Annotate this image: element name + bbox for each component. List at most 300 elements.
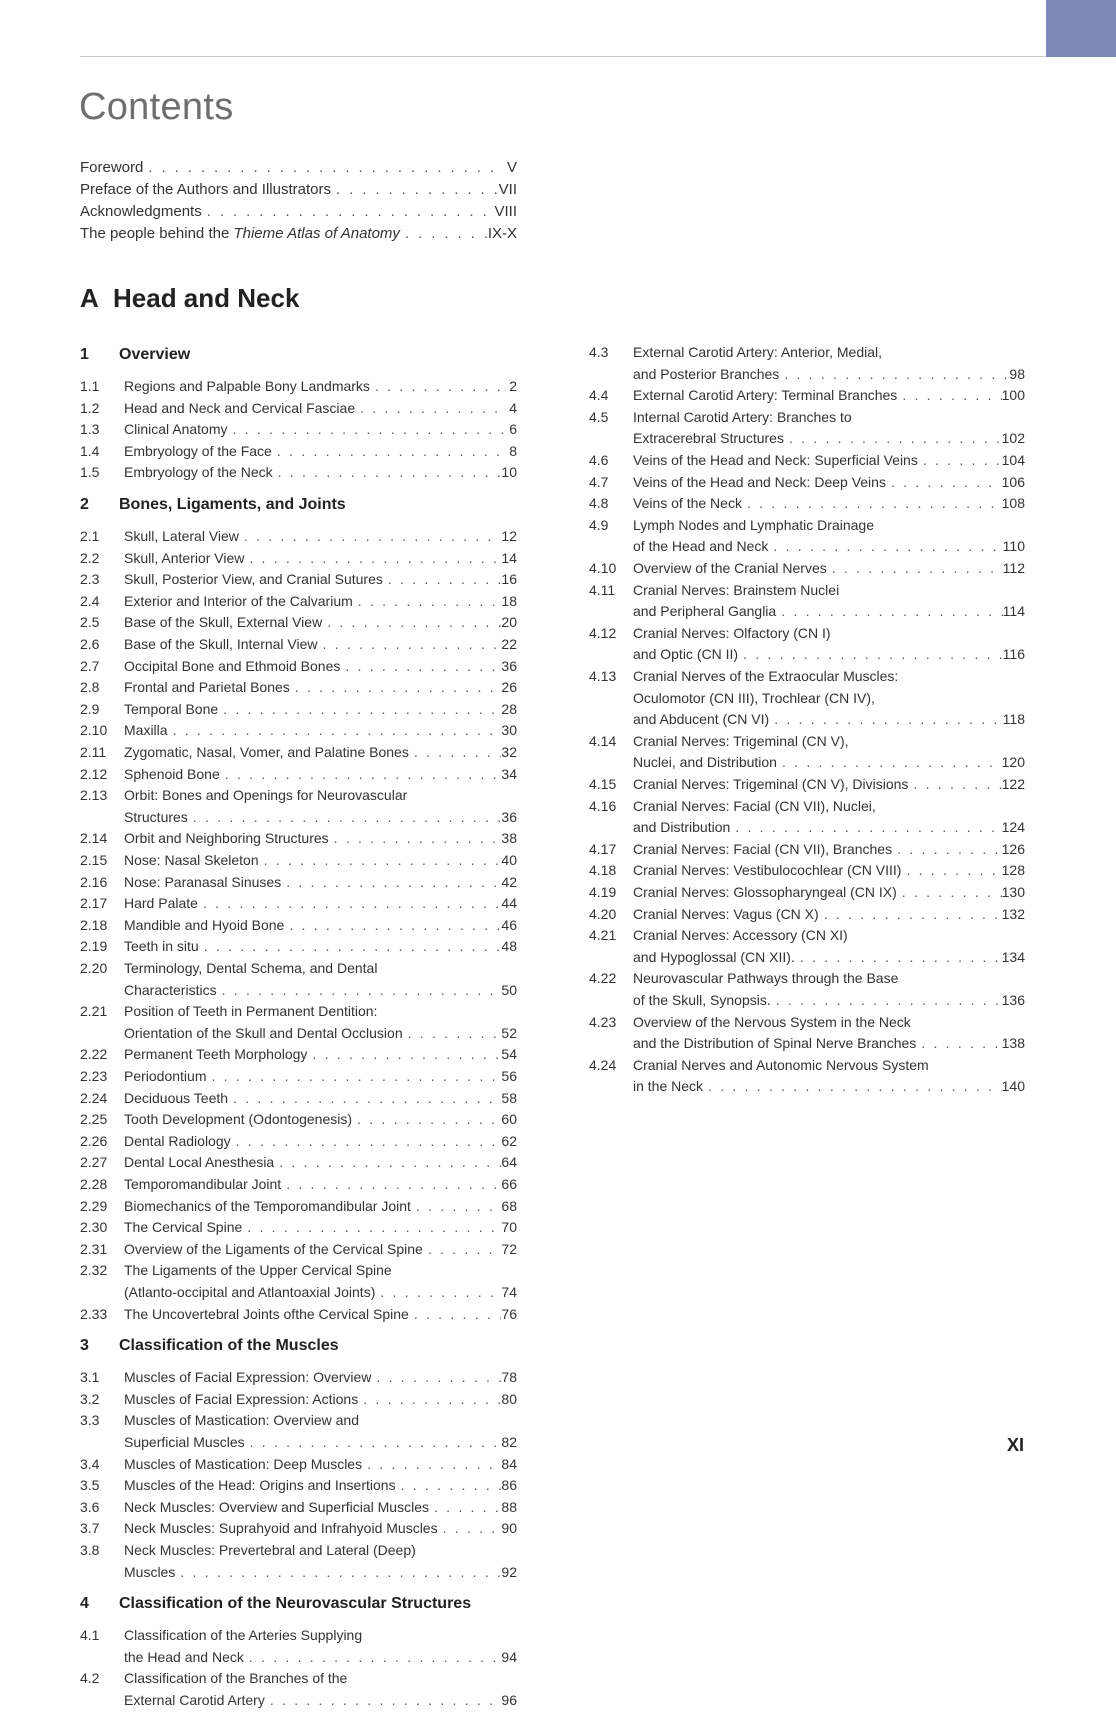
entry-body — [124, 1434, 517, 1450]
entry-body — [124, 528, 517, 544]
toc-entry-line — [80, 917, 517, 938]
section-number: 3 — [80, 1337, 89, 1355]
front-matter-entry — [80, 203, 517, 225]
leader-dots — [897, 884, 1002, 900]
leader-dots — [375, 1284, 501, 1300]
toc-entry-line — [589, 862, 1025, 883]
leader-dots — [220, 766, 502, 782]
entry-number: 4.19 — [589, 884, 617, 900]
entry-title: External Carotid Artery — [124, 1692, 265, 1708]
part-heading — [80, 283, 299, 314]
leader-dots — [409, 744, 502, 760]
entry-title: Mandible and Hyoid Bone — [124, 916, 285, 933]
toc-entry-line — [80, 895, 517, 916]
entry-body — [124, 614, 517, 630]
entry-page: 26 — [501, 679, 517, 696]
entry-body — [124, 830, 517, 846]
entry-body — [124, 571, 517, 587]
leader-dots — [245, 1434, 502, 1450]
entry-body — [124, 852, 517, 868]
entry-page: 128 — [1001, 862, 1025, 879]
entry-body — [633, 1057, 1025, 1073]
entry-title: Muscles — [124, 1563, 176, 1580]
entry-page: V — [506, 159, 517, 176]
entry-body — [124, 938, 517, 954]
entry-page: 76 — [501, 1305, 517, 1322]
entry-number: 3.2 — [80, 1390, 100, 1407]
toc-entry-line — [80, 400, 517, 421]
toc-entry-line — [80, 1369, 517, 1390]
leader-dots — [784, 430, 1002, 446]
entry-page: 132 — [1001, 905, 1025, 922]
entry-body — [633, 582, 1025, 598]
toc-entry-line — [589, 906, 1025, 927]
section-heading — [80, 1595, 517, 1613]
entry-number: 4.17 — [589, 840, 617, 857]
leader-dots — [776, 603, 1002, 619]
toc-entry-line — [80, 701, 517, 722]
entry-body — [124, 1520, 517, 1536]
entry-title: Biomechanics of the Temporomandibular Joint — [124, 1197, 411, 1214]
entry-number: 2.33 — [80, 1305, 108, 1322]
part-letter: A — [80, 283, 99, 313]
entry-title: Cranial Nerves: Olfactory (CN I) — [633, 624, 831, 641]
toc-entry-line — [80, 960, 517, 981]
entry-number: 2.24 — [80, 1089, 108, 1106]
entry-title: Embryology of the Neck — [124, 464, 273, 481]
entry-title: Skull, Lateral View — [124, 528, 239, 544]
entry-title: and Peripheral Ganglia — [633, 603, 777, 620]
front-matter-entry — [80, 225, 517, 247]
entry-page: 106 — [1001, 473, 1025, 490]
entry-page: 60 — [501, 1111, 517, 1128]
leader-dots — [290, 679, 502, 695]
toc-entry-line — [80, 1176, 517, 1197]
entry-page: 48 — [501, 938, 517, 955]
entry-body — [124, 400, 517, 416]
entry-title: Zygomatic, Nasal, Vomer, and Palatine Bones — [124, 744, 409, 760]
entry-title: Clinical Anatomy — [124, 421, 228, 438]
entry-number: 2.28 — [80, 1176, 108, 1192]
entry-body — [80, 225, 517, 242]
entry-body — [80, 181, 517, 198]
toc-entry-line — [80, 1692, 517, 1713]
entry-body — [124, 464, 517, 480]
leader-dots — [908, 776, 1001, 792]
leader-dots — [353, 593, 502, 609]
leader-dots — [168, 722, 502, 738]
entry-page: 44 — [501, 895, 517, 912]
entry-body — [633, 754, 1025, 770]
entry-body — [124, 679, 517, 695]
toc-entry-line — [80, 744, 517, 765]
entry-number: 2.6 — [80, 636, 100, 652]
entry-number: 2.8 — [80, 679, 100, 696]
entry-page: 130 — [1001, 884, 1025, 900]
entry-body — [633, 668, 1025, 684]
entry-body — [80, 203, 517, 220]
entry-title: Neck Muscles: Prevertebral and Lateral (Deep) — [124, 1542, 416, 1558]
entry-body — [124, 1003, 517, 1019]
entry-number: 2.26 — [80, 1132, 108, 1149]
entry-page: VIII — [494, 203, 517, 220]
entry-title: Cranial Nerves of the Extraocular Muscles: — [633, 668, 899, 684]
entry-body — [124, 421, 517, 437]
entry-body — [124, 1649, 517, 1665]
entry-page: 68 — [501, 1197, 517, 1214]
entry-body — [124, 1542, 517, 1558]
entry-body — [633, 646, 1025, 662]
entry-page: 118 — [1002, 711, 1025, 728]
leader-dots — [329, 830, 502, 846]
entry-title: Muscles of Mastication: Overview and — [124, 1412, 359, 1429]
entry-page: 36 — [501, 657, 517, 674]
entry-page: 92 — [501, 1563, 517, 1580]
leader-dots — [199, 938, 502, 954]
leader-dots — [370, 378, 503, 394]
toc-entry-line — [80, 982, 517, 1003]
toc-entry-line — [80, 722, 517, 743]
entry-body — [633, 798, 1025, 814]
toc-entry-line — [80, 1499, 517, 1520]
entry-title: Temporal Bone — [124, 700, 219, 717]
entry-page: 34 — [501, 765, 517, 782]
toc-entry-line — [589, 798, 1025, 819]
toc-entry-line — [589, 690, 1025, 711]
toc-entry-line — [80, 1198, 517, 1219]
entry-number: 2.22 — [80, 1046, 108, 1063]
toc-entry-line — [589, 668, 1025, 689]
entry-body — [124, 787, 517, 803]
leader-dots — [202, 203, 495, 220]
entry-title: in the Neck — [633, 1078, 704, 1095]
entry-page: VII — [498, 181, 517, 198]
entry-number: 2.11 — [80, 744, 107, 760]
section-number: 2 — [80, 496, 89, 513]
toc-entry-line — [80, 571, 517, 592]
entry-number: 4.23 — [589, 1013, 617, 1030]
leader-dots — [795, 949, 1002, 965]
entry-title: of the Head and Neck — [633, 538, 769, 555]
entry-body — [124, 1198, 517, 1214]
leader-dots — [916, 1035, 1001, 1051]
entry-title: Muscles of Mastication: Deep Muscles — [124, 1455, 363, 1472]
entry-page: 108 — [1001, 495, 1025, 512]
entry-number: 2.15 — [80, 852, 108, 868]
entry-number: 2.1 — [80, 528, 100, 544]
toc-entry-line — [80, 658, 517, 679]
entry-number: 1.5 — [80, 464, 100, 481]
entry-number: 4.22 — [589, 970, 617, 987]
entry-number: 4.18 — [589, 862, 617, 879]
entry-title: Preface of the Authors and Illustrators — [80, 181, 331, 198]
entry-body — [633, 733, 1025, 749]
leader-dots — [777, 754, 1002, 770]
entry-body — [124, 982, 517, 998]
entry-page: 30 — [501, 722, 517, 739]
entry-number: 2.14 — [80, 830, 108, 847]
entry-title: Cranial Nerves: Facial (CN VII), Branches — [633, 840, 893, 857]
leader-dots — [218, 701, 501, 717]
leader-dots — [198, 895, 501, 911]
entry-title: and Optic (CN II) — [633, 646, 739, 663]
header-rule — [80, 56, 1046, 57]
entry-number: 1.2 — [80, 399, 100, 416]
toc-entry-line — [80, 1649, 517, 1670]
toc-entry-line — [589, 495, 1025, 516]
entry-number: 2.5 — [80, 614, 100, 631]
entry-body — [124, 658, 517, 674]
toc-entry-line — [589, 949, 1025, 970]
entry-title: Internal Carotid Artery: Branches to — [633, 408, 852, 425]
entry-body — [633, 862, 1025, 878]
entry-title: Position of Teeth in Permanent Dentition: — [124, 1003, 378, 1020]
entry-body — [124, 1133, 517, 1149]
entry-title: External Carotid Artery: Anterior, Medial, — [633, 344, 882, 360]
entry-body — [124, 701, 517, 717]
leader-dots — [318, 636, 502, 652]
entry-title: Exterior and Interior of the Calvarium — [124, 592, 353, 609]
entry-number: 4.5 — [589, 408, 609, 425]
entry-number: 3.8 — [80, 1542, 100, 1558]
entry-title: Neck Muscles: Overview and Superficial Muscles — [124, 1498, 429, 1515]
entry-page: 22 — [501, 636, 517, 652]
toc-entry-line — [589, 409, 1025, 430]
entry-page: 72 — [501, 1240, 517, 1257]
leader-dots — [207, 1068, 502, 1084]
entry-number: 4.20 — [589, 905, 617, 922]
entry-number: 4.1 — [80, 1627, 100, 1644]
entry-title: Temporomandibular Joint — [124, 1176, 282, 1192]
entry-page: 40 — [501, 852, 517, 868]
toc-entry-line — [80, 1306, 517, 1327]
toc-entry-line — [80, 1003, 517, 1024]
entry-number: 2.9 — [80, 700, 100, 717]
entry-body — [633, 344, 1025, 360]
entry-title: Veins of the Neck — [633, 495, 742, 512]
entry-title: Periodontium — [124, 1068, 207, 1084]
leader-dots — [429, 1499, 501, 1515]
entry-page: 32 — [501, 744, 517, 760]
entry-title: Frontal and Parietal Bones — [124, 679, 290, 696]
entry-page: 120 — [1001, 754, 1025, 771]
leader-dots — [779, 366, 1009, 382]
entry-title: Cranial Nerves: Facial (CN VII), Nuclei, — [633, 797, 876, 814]
leader-dots — [396, 1477, 502, 1493]
entry-page: 126 — [1001, 840, 1025, 857]
toc-entry-line — [589, 1014, 1025, 1035]
entry-title: Tooth Development (Odontogenesis) — [124, 1111, 353, 1128]
section-number: 1 — [80, 346, 89, 363]
leader-dots — [281, 1176, 501, 1192]
entry-body — [633, 474, 1025, 490]
entry-title: Occipital Bone and Ethmoid Bones — [124, 657, 341, 674]
entry-page: 140 — [1001, 1078, 1025, 1095]
entry-page: 104 — [1001, 452, 1025, 468]
entry-body — [124, 917, 517, 933]
entry-title: Teeth in situ — [124, 938, 199, 955]
entry-number: 2.10 — [80, 722, 108, 739]
entry-body — [633, 841, 1025, 857]
entry-number: 3.5 — [80, 1477, 100, 1494]
toc-entry-line — [80, 787, 517, 808]
leader-dots — [244, 550, 501, 566]
entry-number: 4.14 — [589, 732, 617, 749]
entry-page: 62 — [501, 1132, 517, 1149]
entry-number: 2.25 — [80, 1111, 108, 1128]
entry-body — [124, 874, 517, 890]
entry-number: 4.9 — [589, 516, 609, 533]
chapter-tab — [1046, 0, 1116, 57]
entry-page: IX-X — [487, 225, 517, 242]
entry-page: 20 — [501, 614, 517, 631]
entry-number: 2.12 — [80, 765, 108, 782]
entry-title: Head and Neck and Cervical Fasciae — [124, 399, 356, 416]
entry-number: 4.13 — [589, 668, 617, 684]
entry-title: Cranial Nerves: Vagus (CN X) — [633, 905, 819, 922]
entry-body — [633, 776, 1025, 792]
entry-title: The Ligaments of the Upper Cervical Spine — [124, 1262, 392, 1279]
entry-title: Cranial Nerves: Accessory (CN XI) — [633, 927, 848, 944]
toc-entry-line — [80, 593, 517, 614]
entry-body — [124, 1154, 517, 1170]
entry-body — [124, 1025, 517, 1041]
entry-number: 2.30 — [80, 1219, 108, 1236]
toc-entry-line — [589, 646, 1025, 667]
leader-dots — [265, 1692, 502, 1708]
entry-title: Oculomotor (CN III), Trochlear (CN IV), — [633, 689, 875, 706]
entry-title: Muscles of the Head: Origins and Insertions — [124, 1477, 396, 1494]
leader-dots — [273, 464, 502, 480]
entry-page: 36 — [501, 808, 517, 825]
entry-body — [633, 949, 1025, 965]
entry-title: Muscles of Facial Expression: Overview — [124, 1369, 372, 1386]
entry-body — [124, 378, 517, 394]
section-title: Classification of the Neurovascular Structures — [119, 1595, 472, 1613]
entry-title: Lymph Nodes and Lymphatic Drainage — [633, 516, 874, 533]
entry-number: 2.17 — [80, 895, 108, 912]
section-heading — [80, 496, 517, 514]
leader-dots — [738, 646, 1003, 662]
entry-number: 3.7 — [80, 1520, 100, 1537]
entry-title: Classification of the Arteries Supplying — [124, 1627, 363, 1644]
entry-body — [124, 1284, 517, 1300]
toc-entry-line — [80, 1564, 517, 1585]
entry-title: Classification of the Branches of the — [124, 1670, 348, 1687]
entry-number: 2.32 — [80, 1262, 108, 1279]
toc-entry-line — [80, 378, 517, 399]
entry-body — [124, 1046, 517, 1062]
entry-number: 2.27 — [80, 1154, 108, 1171]
entry-body — [124, 1111, 517, 1127]
entry-number: 4.24 — [589, 1056, 617, 1073]
entry-number: 4.4 — [589, 387, 609, 404]
toc-entry-line — [589, 754, 1025, 775]
toc-entry-line — [80, 1412, 517, 1433]
toc-entry-line — [80, 1068, 517, 1089]
entry-page: 88 — [501, 1498, 517, 1515]
entry-title: Extracerebral Structures — [633, 430, 784, 447]
entry-page: 112 — [1002, 560, 1025, 576]
entry-page: 110 — [1002, 538, 1025, 555]
entry-number: 2.4 — [80, 592, 100, 609]
toc-entry-line — [589, 992, 1025, 1013]
toc-entry-line — [80, 1520, 517, 1541]
entry-body — [124, 1564, 517, 1580]
entry-page: 80 — [501, 1390, 517, 1407]
entry-title: Muscles of Facial Expression: Actions — [124, 1390, 359, 1407]
leader-dots — [383, 571, 502, 587]
entry-title: of the Skull, Synopsis. — [633, 992, 771, 1008]
entry-number: 2.31 — [80, 1240, 108, 1257]
entry-title: Cranial Nerves: Trigeminal (CN V), — [633, 732, 849, 749]
entry-title-italic: Thieme Atlas of Anatomy — [233, 225, 400, 242]
entry-body — [633, 538, 1025, 554]
toc-entry-line — [589, 582, 1025, 603]
entry-title: Skull, Posterior View, and Cranial Sutures — [124, 571, 383, 588]
entry-body — [124, 895, 517, 911]
entry-page: 70 — [501, 1219, 517, 1236]
entry-number: 2.18 — [80, 916, 108, 933]
leader-dots — [242, 1219, 501, 1235]
entry-title: Embryology of the Face — [124, 442, 272, 459]
leader-dots — [730, 819, 1001, 835]
entry-title: Dental Radiology — [124, 1132, 231, 1149]
page-title: Contents — [79, 86, 234, 128]
toc-entry-line — [80, 636, 517, 657]
entry-page: 124 — [1001, 819, 1025, 836]
entry-body — [80, 159, 517, 176]
toc-entry-line — [80, 443, 517, 464]
entry-body — [633, 711, 1025, 727]
entry-body — [633, 409, 1025, 425]
entry-page: 114 — [1002, 603, 1025, 620]
entry-body — [124, 1692, 517, 1708]
entry-title: Cranial Nerves: Trigeminal (CN V), Divisions — [633, 776, 909, 792]
entry-number: 1.4 — [80, 442, 100, 459]
leader-dots — [901, 862, 1001, 878]
toc-entry-line — [80, 1477, 517, 1498]
entry-page: 134 — [1001, 948, 1025, 965]
entry-title: Orbit and Neighboring Structures — [124, 830, 329, 847]
entry-number: 4.6 — [589, 452, 609, 468]
entry-number: 2.23 — [80, 1068, 108, 1084]
toc-entry-line — [80, 679, 517, 700]
entry-page: 64 — [501, 1154, 517, 1171]
entry-body — [633, 906, 1025, 922]
entry-body — [633, 884, 1025, 900]
entry-body — [124, 1477, 517, 1493]
entry-body — [124, 1219, 517, 1235]
entry-title: Cranial Nerves: Vestibulocochlear (CN VIII) — [633, 862, 902, 879]
leader-dots — [886, 474, 1002, 490]
toc-entry-line — [80, 809, 517, 830]
entry-body — [124, 1627, 517, 1643]
entry-title: Sphenoid Bone — [124, 765, 220, 782]
entry-page: 138 — [1001, 1035, 1025, 1052]
entry-body — [633, 690, 1025, 706]
entry-title: The Uncovertebral Joints ofthe Cervical Spine — [124, 1305, 409, 1322]
toc-entry-line — [589, 1057, 1025, 1078]
entry-title: Veins of the Head and Neck: Deep Veins — [633, 473, 886, 490]
section-title: Overview — [119, 346, 191, 363]
toc-entry-line — [80, 1434, 517, 1455]
entry-page: 18 — [501, 592, 517, 609]
entry-body — [633, 430, 1025, 446]
leader-dots — [143, 159, 503, 176]
leader-dots — [231, 1133, 502, 1149]
front-matter-list — [80, 159, 517, 247]
